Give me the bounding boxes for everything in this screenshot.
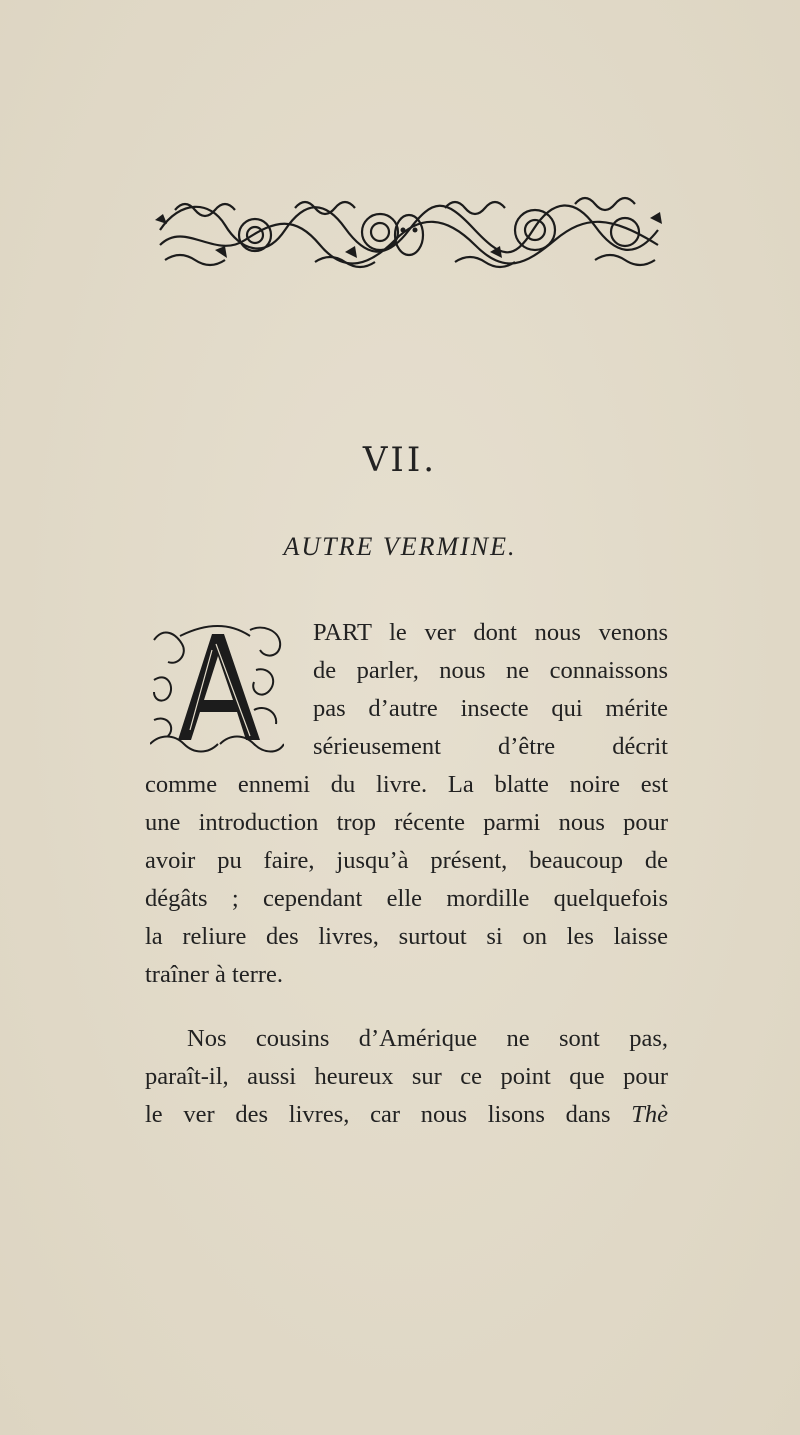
text-line: comme ennemi du livre. La blatte noire est xyxy=(145,771,668,798)
text-line: Nos cousins d’Amérique ne sont pas, xyxy=(187,1025,668,1052)
text-line-last-body: le ver des livres, car nous lisons dans xyxy=(145,1101,632,1128)
text-line: sérieusement d’être décrit xyxy=(313,733,668,760)
text-line: la reliure des livres, surtout si on les laisse xyxy=(145,923,668,950)
paragraph-1-indented xyxy=(313,614,668,766)
text-line: paraît-il, aussi heureux sur ce point que pour xyxy=(145,1063,668,1090)
drop-cap-a-icon xyxy=(150,620,284,754)
headpiece-ornament-icon xyxy=(155,190,663,270)
paragraph-2 xyxy=(145,1020,668,1134)
text-line: une introduction trop récente parmi nous pour xyxy=(145,809,668,836)
text-line-last xyxy=(145,1096,668,1134)
chapter-title: AUTRE VERMINE. xyxy=(283,532,517,561)
text-line: de parler, nous ne connaissons xyxy=(313,657,668,684)
italic-title: Thè xyxy=(631,1101,668,1128)
chapter-number: VII. xyxy=(362,440,438,480)
paragraph-1-body xyxy=(145,766,668,994)
text-line: traîner à terre. xyxy=(145,961,284,988)
text-line: avoir pu faire, jusqu’à présent, beaucoup de xyxy=(145,847,668,874)
text-line: pas d’autre insecte qui mérite xyxy=(313,695,668,722)
text-line: PART le ver dont nous venons xyxy=(313,619,668,646)
text-line: dégâts ; cependant elle mordille quelquefois xyxy=(145,885,668,912)
